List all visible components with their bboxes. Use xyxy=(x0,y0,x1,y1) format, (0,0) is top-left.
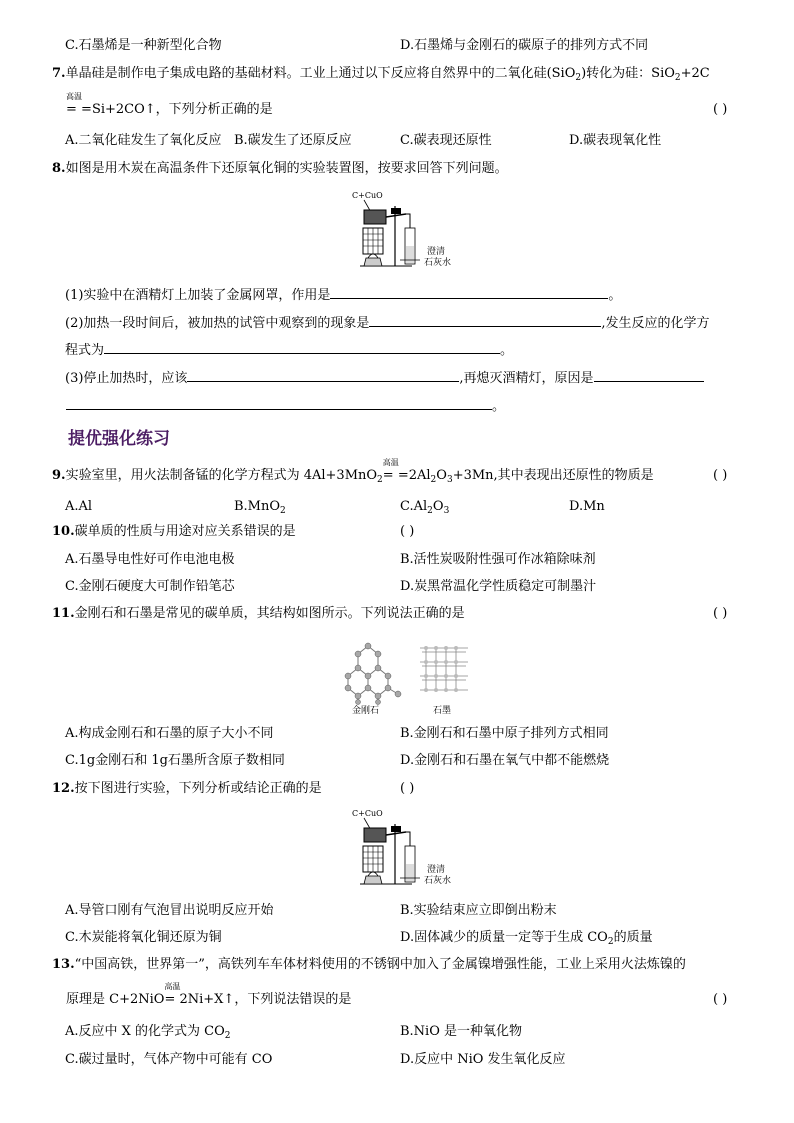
option-d: D.反应中 NiO 发生氧化反应 xyxy=(400,1052,566,1067)
option-b: B.碳发生了还原反应 xyxy=(234,133,352,148)
option-a: A.二氧化硅发生了氧化反应 xyxy=(65,133,222,148)
question-12-stem: 12.按下图进行实验，下列分析或结论正确的是 xyxy=(52,781,322,796)
figure-label: 石灰水 xyxy=(424,258,452,268)
answer-paren: ( ) xyxy=(713,102,728,117)
option-c: C.木炭能将氧化铜还原为铜 xyxy=(65,930,222,945)
figure-label: 石墨 xyxy=(433,706,452,716)
section-title: 提优强化练习 xyxy=(68,429,170,449)
question-10-stem: 10.碳单质的性质与用途对应关系错误的是 xyxy=(52,524,296,539)
question-8-part-2: (2)加热一段时间后，被加热的试管中观察到的现象是 ,发生反应的化学方 xyxy=(65,316,710,331)
apparatus-figure xyxy=(350,806,465,892)
answer-paren: ( ) xyxy=(713,992,728,1007)
option-b: B.活性炭吸附性强可作冰箱除味剂 xyxy=(400,552,596,567)
question-11-stem: 11.金刚石和石墨是常见的碳单质，其结构如图所示。下列说法正确的是 xyxy=(52,606,465,621)
option-c: C.石墨烯是一种新型化合物 xyxy=(65,38,222,53)
option-b: B.MnO$_2$ xyxy=(234,499,286,516)
option-d: D.金刚石和石墨在氧气中都不能燃烧 xyxy=(400,753,610,768)
figure-label: 澄清 xyxy=(427,247,446,257)
apparatus-figure xyxy=(350,188,465,274)
option-b: B.NiO 是一种氧化物 xyxy=(400,1024,523,1039)
question-13-equation: 原理是 C+2NiO 高温 = 2Ni+X↑，下列说法错误的是 xyxy=(66,982,352,1007)
option-a: A.Al xyxy=(65,499,93,514)
option-d: D.Mn xyxy=(569,499,605,514)
option-c: $C.Al_2O_3$ xyxy=(400,499,450,516)
question-8-stem: 8.如图是用木炭在高温条件下还原氧化铜的实验装置图，按要求回答下列问题。 xyxy=(52,161,508,176)
carbon-structures-figure xyxy=(338,636,478,716)
answer-paren: ( ) xyxy=(400,781,415,796)
question-8-part-3: (3)停止加热时，应该 ,再熄灭酒精灯，原因是 xyxy=(65,369,704,387)
figure-label: 石灰水 xyxy=(424,876,452,886)
option-d: D.炭黑常温化学性质稳定可制墨汁 xyxy=(400,579,597,594)
figure-label: C+CuO xyxy=(352,809,383,818)
option-b: B.金刚石和石墨中原子排列方式相同 xyxy=(400,726,609,741)
option-d: D.固体减少的质量一定等于生成 $CO_2$的质量 xyxy=(400,930,653,947)
option-a: A.导管口刚有气泡冒出说明反应开始 xyxy=(65,903,274,918)
answer-paren: ( ) xyxy=(713,468,728,483)
question-13-stem: 13.“中国高铁，世界第一”，高铁列车车体材料使用的不锈钢中加入了金属镍增强性能，工业上采用火法炼镍的 xyxy=(52,957,686,972)
figure-label: 金刚石 xyxy=(352,706,380,716)
option-a: A.反应中 X 的化学式为 $CO_2$ xyxy=(65,1024,231,1041)
question-8-part-3-cont: 。 xyxy=(66,397,505,415)
option-b: B.实验结束应立即倒出粉末 xyxy=(400,903,557,918)
figure-label: 澄清 xyxy=(427,865,446,875)
question-9-stem: 9.实验室里，用火法制备锰的化学方程式为 4Al+3MnO$_2$ 高温 = $=2Al_2O_3+3Mn$,其中表现出还原性的物质是 xyxy=(52,458,654,485)
option-d: D.碳表现氧化性 xyxy=(569,133,662,148)
question-8-part-2-cont: 程式为 。 xyxy=(65,343,514,358)
question-7-equation: 高温 = =Si+2CO↑，下列分析正确的是 xyxy=(66,92,273,117)
question-8-part-1: (1)实验中在酒精灯上加装了金属网罩，作用是 。 xyxy=(65,288,622,303)
option-c: C.碳表现还原性 xyxy=(400,133,492,148)
option-c: C.金刚石硬度大可制作铅笔芯 xyxy=(65,579,235,594)
answer-paren: ( ) xyxy=(400,524,415,539)
answer-paren: ( ) xyxy=(713,606,728,621)
option-a: A.构成金刚石和石墨的原子大小不同 xyxy=(65,726,274,741)
option-c: C.1g金刚石和 1g石墨所含原子数相同 xyxy=(65,753,285,768)
figure-label: C+CuO xyxy=(352,191,383,200)
option-d: D.石墨烯与金刚石的碳原子的排列方式不同 xyxy=(400,38,649,53)
question-7-stem: 7.单晶硅是制作电子集成电路的基础材料。工业上通过以下反应将自然界中的二氧化硅(SiO$_2$)转化为硅：SiO$_2$+2C xyxy=(52,66,710,83)
option-a: A.石墨导电性好可作电池电极 xyxy=(65,552,235,567)
option-c: C.碳过量时，气体产物中可能有 CO xyxy=(65,1052,273,1067)
